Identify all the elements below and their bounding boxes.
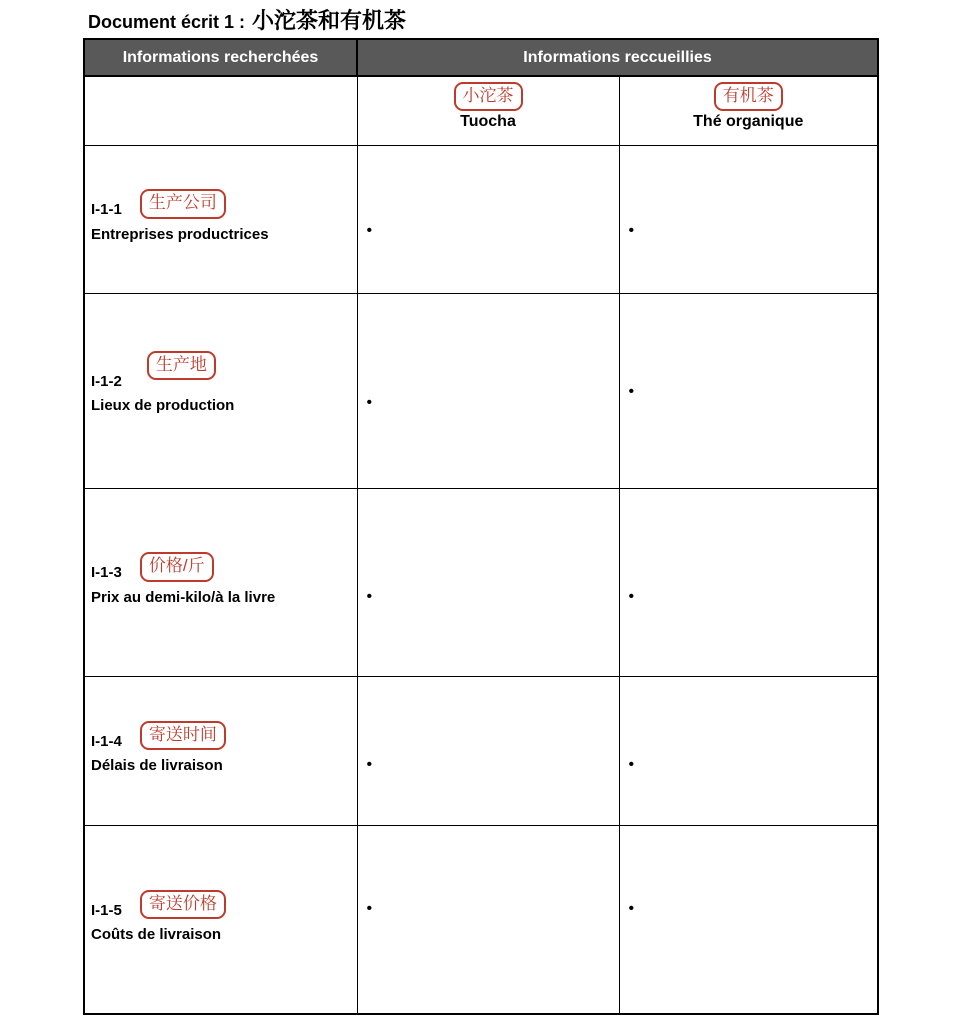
bullet-point: • <box>366 588 373 605</box>
bullet-point: • <box>628 382 635 400</box>
product-header-row <box>84 76 878 145</box>
table-row <box>84 145 878 293</box>
product-cell-the-organique <box>619 76 878 145</box>
chinese-stamp-the-organique: 有机茶 <box>714 82 783 111</box>
item-label-french: Coûts de livraison <box>91 925 222 943</box>
chinese-stamp: 寄送价格 <box>140 890 226 919</box>
table-header-row <box>84 39 878 76</box>
bullet-point: • <box>628 588 635 605</box>
header-cell-reccueillies: Informations reccueillies <box>357 39 878 76</box>
item-label-french: Lieux de production <box>91 397 235 415</box>
bullet-point: • <box>628 900 635 918</box>
answer-cell-tuocha <box>357 488 619 676</box>
bullet-point: • <box>366 755 373 773</box>
chinese-stamp-tuocha: 小沱茶 <box>454 82 523 111</box>
item-code: I-1-3 <box>91 564 122 582</box>
table-row <box>84 825 878 1014</box>
row-label-cell <box>84 825 357 1014</box>
page-title <box>88 4 406 35</box>
row-label-cell <box>84 488 357 676</box>
empty-corner-cell <box>84 76 357 145</box>
item-code: I-1-2 <box>91 372 122 390</box>
row-label-cell <box>84 145 357 293</box>
item-code: I-1-5 <box>91 901 122 919</box>
item-code: I-1-4 <box>91 732 122 750</box>
product-name-the-organique: Thé organique <box>693 113 804 131</box>
chinese-stamp: 生产地 <box>147 351 216 380</box>
page-title-french: Document écrit 1 : <box>88 12 246 32</box>
item-code: I-1-1 <box>91 201 122 219</box>
answer-cell-organique <box>619 488 878 676</box>
answer-cell-organique <box>619 676 878 825</box>
answer-cell-tuocha <box>357 825 619 1014</box>
bullet-point: • <box>628 222 635 239</box>
bullet-point: • <box>366 222 373 239</box>
worksheet-table <box>83 38 879 1015</box>
bullet-point: • <box>628 755 635 773</box>
row-label-cell <box>84 676 357 825</box>
product-cell-tuocha <box>357 76 619 145</box>
page-title-chinese: 小沱茶和有机茶 <box>252 8 407 33</box>
answer-cell-organique <box>619 825 878 1014</box>
table-row <box>84 293 878 488</box>
item-label-french: Entreprises productrices <box>91 225 269 243</box>
item-label-french: Prix au demi-kilo/à la livre <box>91 588 276 606</box>
table-row <box>84 676 878 825</box>
row-label-cell <box>84 293 357 488</box>
chinese-stamp: 生产公司 <box>140 189 226 218</box>
answer-cell-tuocha <box>357 145 619 293</box>
answer-cell-organique <box>619 145 878 293</box>
product-name-tuocha: Tuocha <box>460 113 516 131</box>
answer-cell-tuocha <box>357 676 619 825</box>
bullet-point: • <box>366 393 373 411</box>
answer-cell-tuocha <box>357 293 619 488</box>
header-cell-recherchees: Informations recherchées <box>84 39 357 76</box>
chinese-stamp: 寄送时间 <box>140 721 226 750</box>
table-row <box>84 488 878 676</box>
item-label-french: Délais de livraison <box>91 757 223 775</box>
answer-cell-organique <box>619 293 878 488</box>
chinese-stamp: 价格/斤 <box>140 552 214 581</box>
bullet-point: • <box>366 900 373 918</box>
